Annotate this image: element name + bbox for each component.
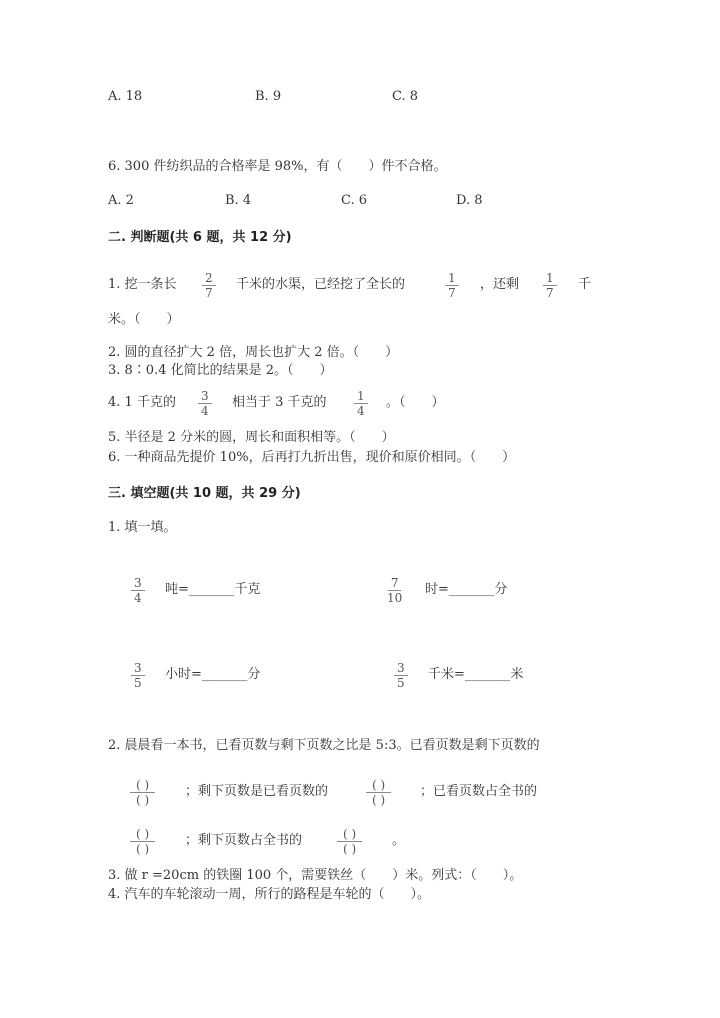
judge-q1-text: 千 bbox=[578, 277, 592, 292]
blank-fraction[interactable]: ( ) ( ) bbox=[130, 778, 155, 807]
judge-q1-text: 米。（ ） bbox=[108, 312, 180, 327]
fill-item: 时=_______分 bbox=[425, 582, 508, 597]
judge-q1-text: 1. 挖一条长 bbox=[108, 277, 177, 292]
option-b: B. 4 bbox=[225, 193, 252, 208]
question-6: 6. 300 件纺织品的合格率是 98%，有（ ）件不合格。 bbox=[108, 159, 447, 174]
fill-q2-text: ；已看页数占全书的 bbox=[420, 784, 538, 799]
option-b: B. 9 bbox=[255, 89, 282, 104]
fill-q2-text: 。 bbox=[392, 833, 406, 848]
fraction: 2 7 bbox=[202, 271, 216, 300]
fill-q2-text: 2. 晨晨看一本书，已看页数与剩下页数之比是 5:3。已看页数是剩下页数的 bbox=[108, 738, 540, 753]
fraction: 3 5 bbox=[131, 661, 145, 690]
fraction: 1 7 bbox=[543, 271, 557, 300]
fill-item: 吨=_______千克 bbox=[165, 582, 261, 597]
blank-fraction[interactable]: ( ) ( ) bbox=[366, 778, 391, 807]
judge-q1-text: 千米的水渠，已经挖了全长的 bbox=[236, 277, 406, 292]
option-c: C. 8 bbox=[392, 89, 419, 104]
fill-q2-text: ；剩下页数是已看页数的 bbox=[185, 784, 329, 799]
judge-q4-text: 。（ ） bbox=[386, 395, 445, 410]
fraction: 3 4 bbox=[198, 389, 212, 418]
judge-q1-text: ，还剩 bbox=[480, 277, 520, 292]
section-heading: 二. 判断题(共 6 题，共 12 分) bbox=[108, 230, 292, 245]
option-a: A. 2 bbox=[108, 193, 134, 208]
judge-q4-text: 4. 1 千克的 bbox=[108, 395, 176, 410]
judge-q3: 3. 8∶0.4 化简比的结果是 2。（ ） bbox=[108, 363, 333, 378]
judge-q4-text: 相当于 3 千克的 bbox=[232, 395, 327, 410]
fill-item: 小时=_______分 bbox=[165, 667, 261, 682]
option-d: D. 8 bbox=[456, 193, 483, 208]
fill-item: 千米=_______米 bbox=[428, 667, 524, 682]
option-a: A. 18 bbox=[108, 89, 143, 104]
judge-q2: 2. 圆的直径扩大 2 倍，周长也扩大 2 倍。（ ） bbox=[108, 345, 399, 360]
judge-q5: 5. 半径是 2 分米的圆，周长和面积相等。（ ） bbox=[108, 430, 395, 445]
judge-q6: 6. 一种商品先提价 10%，后再打九折出售，现价和原价相同。（ ） bbox=[108, 450, 516, 465]
fraction: 3 4 bbox=[131, 576, 145, 605]
fraction: 7 10 bbox=[387, 576, 403, 605]
fill-q1-label: 1. 填一填。 bbox=[108, 520, 177, 535]
fraction: 1 4 bbox=[354, 389, 368, 418]
option-c: C. 6 bbox=[341, 193, 368, 208]
fill-q3: 3. 做 r =20cm 的铁圈 100 个，需要铁丝（ ）米。列式：（ ）。 bbox=[108, 868, 523, 883]
fraction: 1 7 bbox=[445, 271, 459, 300]
blank-fraction[interactable]: ( ) ( ) bbox=[337, 827, 362, 856]
section-heading: 三. 填空题(共 10 题，共 29 分) bbox=[108, 486, 301, 501]
fill-q4: 4. 汽车的车轮滚动一周，所行的路程是车轮的（ ）。 bbox=[108, 887, 431, 902]
fill-q2-text: ；剩下页数占全书的 bbox=[185, 833, 303, 848]
blank-fraction[interactable]: ( ) ( ) bbox=[130, 827, 155, 856]
fraction: 3 5 bbox=[394, 661, 408, 690]
